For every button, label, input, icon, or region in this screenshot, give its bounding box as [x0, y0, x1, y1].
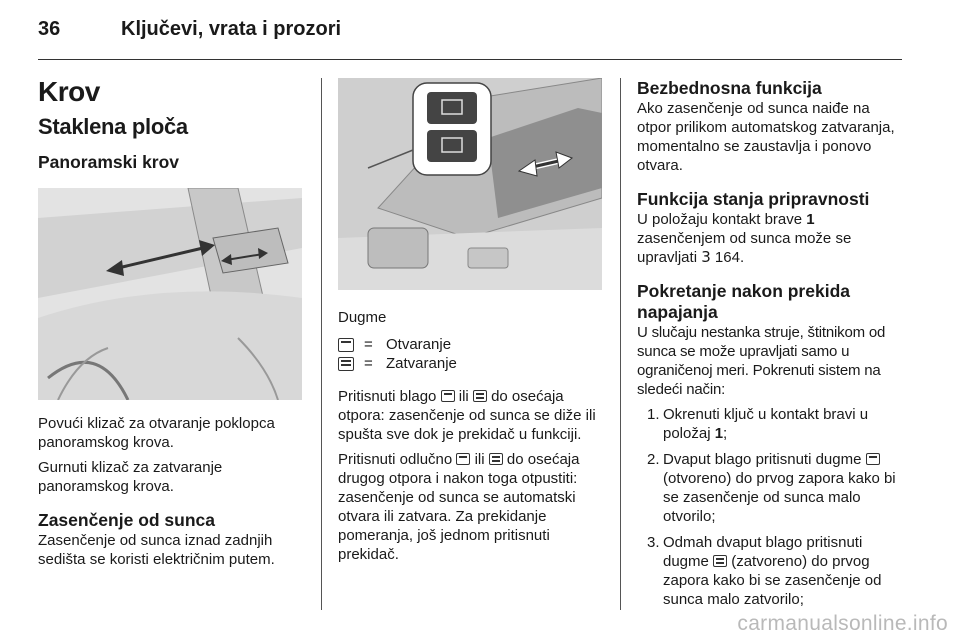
steps-list [637, 405, 905, 609]
sunshade-switch-drawing [338, 78, 602, 290]
paragraph [338, 387, 606, 444]
column-divider [620, 78, 621, 610]
legend-equals: = [364, 355, 373, 372]
panoramic-roof-drawing [38, 188, 302, 400]
list-item [637, 405, 905, 443]
text-bold: 1 [714, 425, 724, 442]
shade-close-icon [489, 453, 503, 465]
watermark: carmanualsonline.info [737, 612, 948, 635]
text-span: Dvaput blago pritisnuti dugme [663, 451, 866, 468]
section-heading-restart: Pokretanje nakon prekida napajanja [637, 281, 850, 322]
shade-open-icon [456, 453, 470, 465]
text-span: Pritisnuti odlučno [338, 451, 457, 468]
chapter-title: Ključevi, vrata i prozori [121, 18, 342, 40]
list-number: 1. [647, 406, 660, 423]
text-span: Pritisnuti blago [338, 388, 441, 405]
shade-open-icon [441, 390, 455, 402]
list-number: 3. [647, 534, 660, 551]
text-span: ili [454, 388, 473, 405]
text-span: Odmah dvaput blago pritisnuti dugme [663, 534, 863, 570]
text-bold: 1 [806, 211, 815, 228]
text-span: Okrenuti ključ u kontakt bravi u položaj [663, 406, 869, 442]
legend-row-close [338, 354, 606, 373]
paragraph [338, 450, 606, 564]
text-span: ; [723, 425, 728, 442]
page-reference: 164. [710, 249, 745, 266]
reference-arrow-icon: 3 [701, 248, 711, 266]
button-legend [338, 335, 606, 373]
text-span: (zatvoreno) do prvog zapora kako bi se zasenčenje od sunca malo zatvorilo; [663, 553, 882, 608]
list-number: 2. [647, 451, 660, 468]
section-heading-standby: Funkcija stanja pripravnosti [637, 189, 870, 209]
paragraph: U slučaju nestanka struje, štitnikom od sunca se može upravljati samo u ograničenoj meri. Pokrenuti sistem na sledeći način: [637, 324, 886, 398]
shade-close-icon [473, 390, 487, 402]
text-span: do osećaja drugog otpora i nakon toga otpustiti: zasenčenje od sunca se automatski otvara ili zatvara. Za prekidanje pomeranja, još jednom pritisnuti prekidač. [338, 451, 580, 563]
page-header [38, 14, 902, 48]
legend-text: Otvaranje [386, 336, 452, 353]
list-item [637, 450, 905, 526]
paragraph: Povući klizač za otvaranje poklopca panoramskog krova. [38, 415, 275, 451]
text-span: (otvoreno) do prvog zapora kako bi se zasenčenje od sunca malo otvorilo; [663, 470, 896, 525]
header-divider [38, 59, 902, 60]
paragraph: Zasenčenje od sunca iznad zadnjih sedišta se koristi električnim putem. [38, 532, 275, 568]
text-span: ili [470, 451, 489, 468]
legend-equals: = [364, 336, 373, 353]
section-heading-sunshade: Zasenčenje od sunca [38, 510, 216, 530]
legend-text: Zatvaranje [386, 355, 457, 372]
column-divider [321, 78, 322, 610]
paragraph [637, 210, 905, 267]
shade-open-icon [866, 453, 880, 465]
text-span: do osećaja otpora: zasenčenje od sunca se diže ili spušta sve dok je prekidač u funkciji. [338, 388, 596, 443]
section-heading-safety: Bezbednosna funkcija [637, 78, 822, 98]
sunshade-switch-illustration [338, 78, 602, 290]
subsection-title: Staklena ploča [38, 114, 188, 139]
section-title-krov: Krov [38, 76, 100, 107]
label-dugme: Dugme [338, 309, 387, 326]
paragraph: Gurnuti klizač za zatvaranje panoramskog krova. [38, 459, 223, 495]
shade-open-icon [338, 338, 354, 352]
page-number: 36 [38, 18, 61, 40]
list-item [637, 533, 905, 609]
column-middle [338, 68, 606, 564]
panoramic-roof-illustration [38, 188, 302, 400]
shade-close-icon [338, 357, 354, 371]
column-right [637, 68, 905, 616]
column-left [38, 68, 306, 569]
subsubsection-title: Panoramski krov [38, 152, 180, 172]
paragraph: Ako zasenčenje od sunca naiđe na otpor prilikom automatskog zatvaranja, momentalno se zaustavlja i ponovo otvara. [637, 100, 895, 174]
legend-row-open [338, 335, 606, 354]
text-span: U položaju kontakt brave [637, 211, 807, 228]
shade-close-icon [713, 555, 727, 567]
text-span: zasenčenjem od sunca može se upravljati [637, 230, 852, 266]
